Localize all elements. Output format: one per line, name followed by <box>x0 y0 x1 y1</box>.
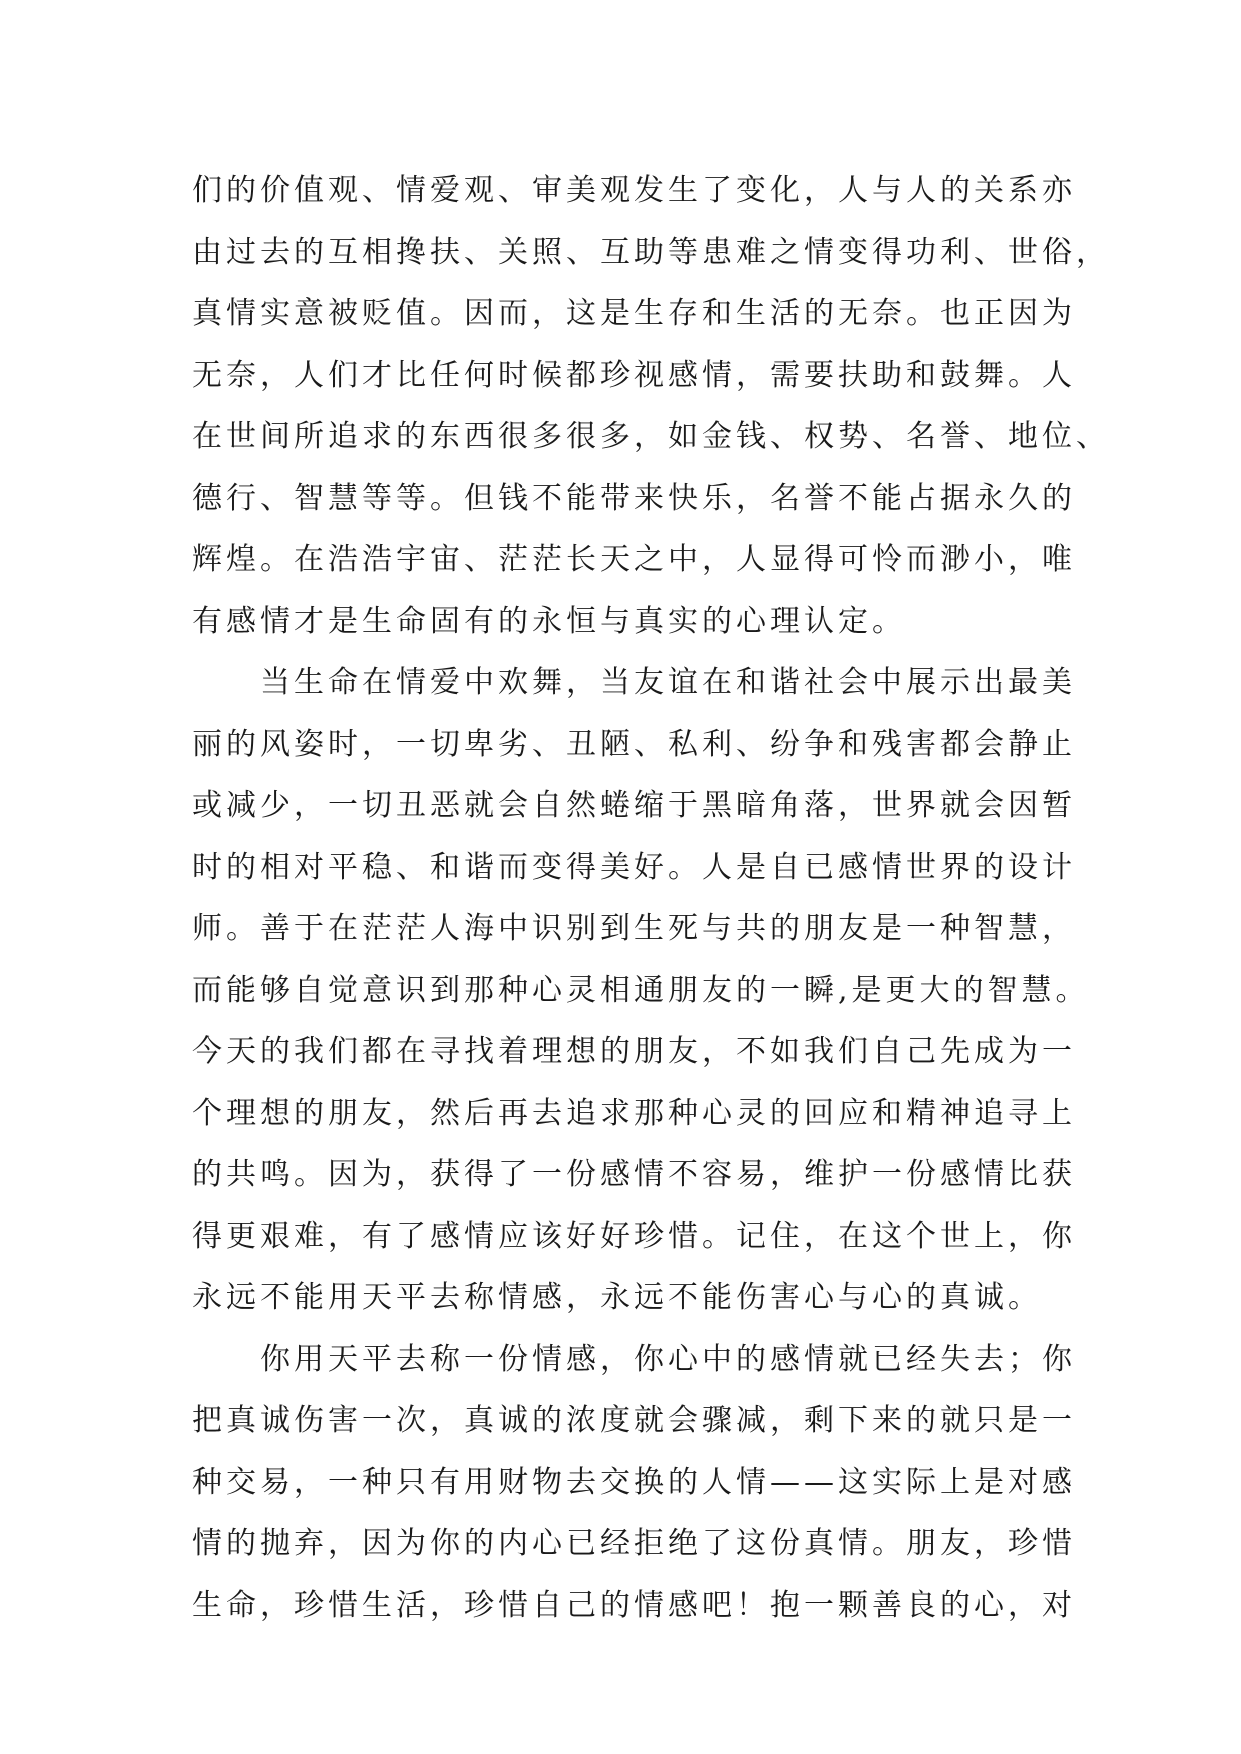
text-line: 种交易，一种只有用财物去交换的人情——这实际上是对感 <box>192 1464 1076 1500</box>
text-line: 无奈，人们才比任何时候都珍视感情，需要扶助和鼓舞。人 <box>192 357 1076 393</box>
text-line: 由过去的互相搀扶、关照、互助等患难之情变得功利、世俗， <box>192 234 1110 270</box>
text-line: 丽的风姿时，一切卑劣、丑陋、私利、纷争和残害都会静止 <box>192 726 1076 762</box>
text-line: 而能够自觉意识到那种心灵相通朋友的一瞬,是更大的智慧。 <box>192 972 1090 1008</box>
text-line: 你用天平去称一份情感，你心中的感情就已经失去；你 <box>260 1341 1076 1377</box>
text-line: 或减少，一切丑恶就会自然蜷缩于黑暗角落，世界就会因暂 <box>192 788 1076 823</box>
text-line: 的共鸣。因为，获得了一份感情不容易，维护一份感情比获 <box>192 1157 1076 1192</box>
text-line: 师。善于在茫茫人海中识别到生死与共的朋友是一种智慧， <box>192 911 1076 946</box>
text-line: 当生命在情爱中欢舞，当友谊在和谐社会中展示出最美 <box>260 665 1076 700</box>
text-line: 真情实意被贬值。因而，这是生存和生活的无奈。也正因为 <box>192 296 1076 331</box>
text-line: 辉煌。在浩浩宇宙、茫茫长天之中，人显得可怜而渺小，唯 <box>192 542 1076 577</box>
text-line: 有感情才是生命固有的永恒与真实的心理认定。 <box>192 603 906 639</box>
text-line: 在世间所追求的东西很多很多，如金钱、权势、名誉、地位、 <box>192 419 1110 454</box>
text-line: 把真诚伤害一次，真诚的浓度就会骤减，剩下来的就只是一 <box>192 1403 1076 1438</box>
text-line: 得更艰难，有了感情应该好好珍惜。记住，在这个世上，你 <box>192 1218 1076 1254</box>
text-line: 个理想的朋友，然后再去追求那种心灵的回应和精神追寻上 <box>192 1095 1076 1131</box>
text-line: 永远不能用天平去称情感，永远不能伤害心与心的真诚。 <box>192 1280 1042 1315</box>
text-line: 时的相对平稳、和谐而变得美好。人是自已感情世界的设计 <box>192 849 1076 885</box>
text-line: 们的价值观、情爱观、审美观发生了变化，人与人的关系亦 <box>192 173 1076 208</box>
text-line: 今天的我们都在寻找着理想的朋友，不如我们自己先成为一 <box>192 1034 1076 1069</box>
text-line: 德行、智慧等等。但钱不能带来快乐，名誉不能占据永久的 <box>192 480 1076 516</box>
text-line: 情的抛弃，因为你的内心已经拒绝了这份真情。朋友，珍惜 <box>192 1526 1076 1561</box>
text-line: 生命，珍惜生活，珍惜自己的情感吧！抱一颗善良的心，对 <box>192 1587 1076 1623</box>
body-text <box>192 160 1110 1636</box>
